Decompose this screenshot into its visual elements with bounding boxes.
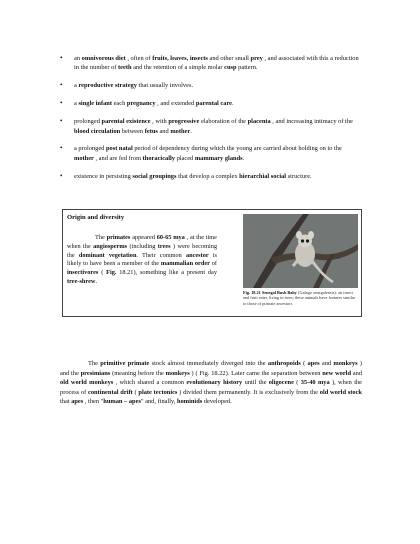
bold-term: teeth	[118, 64, 132, 72]
bold-term: blood circulation	[74, 127, 121, 135]
text-run: .	[232, 100, 234, 108]
bold-term: tree-shrew	[67, 277, 96, 285]
bold-term: insectivores	[67, 269, 99, 277]
text-run: elaboration of the	[199, 118, 248, 126]
bullet-dot: •	[60, 144, 63, 153]
bullet-item	[60, 81, 360, 90]
text-run: stock almost immediately diverged into the	[149, 360, 268, 367]
text-run: .	[95, 277, 98, 285]
text-run: , then "	[83, 398, 104, 406]
text-run: period of dependency during which the young are carried about holding on to the	[132, 145, 342, 153]
text-run: The	[88, 360, 101, 367]
bullet-dot: •	[60, 54, 63, 62]
bold-term: hierarchial social	[239, 172, 287, 180]
text-run: , with	[150, 118, 169, 126]
text-run: , and increasing intimacy of the	[270, 118, 353, 126]
text-run: (	[132, 388, 139, 396]
bold-term: oligocene	[268, 379, 294, 387]
bold-term: reproductive strategy	[78, 82, 137, 90]
bold-term: prey	[250, 55, 263, 62]
bold-term: placenta	[247, 118, 271, 126]
bush-baby-photo	[243, 214, 358, 288]
text-run: that usually involves.	[136, 82, 194, 90]
origin-diversity-box	[62, 209, 362, 317]
box-title: Origin and diversity	[67, 214, 125, 221]
text-run: pattern.	[236, 64, 258, 72]
bold-term: 35-40 mya	[300, 379, 330, 387]
bullet-item	[60, 99, 360, 108]
text-run: appeared	[130, 234, 157, 241]
text-run: a	[74, 82, 79, 90]
bold-term: mother	[74, 154, 94, 162]
bold-term: anthropoids	[267, 360, 301, 367]
text-run: , which shared a common	[113, 379, 187, 387]
bold-term: old world monkeys	[60, 379, 114, 387]
bold-term: trees	[157, 242, 171, 250]
text-run: The	[95, 234, 107, 241]
text-run: , and extended	[155, 100, 196, 108]
text-run: (	[300, 360, 308, 367]
text-run: .	[190, 127, 192, 135]
bullet-dot: •	[60, 171, 63, 180]
caption-text: (Galago senegalensis): an insect and fruit eater, living in trees; these animals have features similar to those of primate ancestors	[243, 290, 356, 306]
bold-term: primitive primate	[100, 360, 150, 367]
text-run: a	[74, 100, 79, 108]
bold-term: post natal	[105, 145, 133, 153]
text-run: an	[74, 55, 82, 62]
bold-term: fruits, leaves, insects	[152, 55, 208, 62]
bold-term: ancestor	[185, 251, 209, 259]
text-run: , at the time when the	[67, 234, 217, 250]
bullet-dot: •	[60, 81, 63, 90]
bold-term: presimians	[80, 369, 111, 377]
text-run: developed.	[202, 398, 232, 406]
figure-caption	[243, 290, 358, 306]
bold-term: pregnancy	[126, 100, 156, 108]
bold-term: 60-65 mya	[156, 234, 185, 241]
bullet-text	[74, 100, 234, 107]
bold-term: angiosperms	[93, 242, 128, 250]
bold-term: continental drift	[88, 388, 133, 396]
bold-term: monkeys	[333, 360, 358, 367]
text-run: 18.21), something like a present day	[116, 269, 217, 277]
bold-term: human – apes	[103, 398, 141, 406]
text-run: ) ( Fig. 18.22). Later came the separation between	[189, 369, 323, 377]
bullet-text	[74, 145, 342, 161]
text-run: a prolonged	[74, 145, 106, 153]
bullet-item	[60, 54, 360, 73]
bold-term: fetus	[144, 127, 158, 135]
text-run: (including	[127, 242, 158, 250]
text-run: that develop a complex	[176, 172, 240, 180]
bold-term: apes	[71, 398, 84, 406]
bold-term: mother	[170, 127, 191, 135]
text-run: of	[209, 260, 217, 268]
bold-term: parental existence	[101, 118, 151, 126]
text-run: and other small	[207, 55, 251, 62]
bush-baby-illustration	[243, 214, 358, 288]
bold-term: cusp	[224, 64, 237, 72]
bold-term: omnivorous diet	[81, 55, 126, 62]
bold-term: plate tectonics	[138, 388, 178, 396]
text-run: structure.	[286, 172, 312, 180]
text-run: prolonged	[74, 118, 102, 126]
bold-term: old world stock	[319, 388, 362, 396]
bullet-text	[74, 55, 359, 71]
bold-term: mammary glands	[194, 154, 243, 162]
text-run: existence in persisting	[74, 172, 133, 180]
bullet-text	[74, 173, 312, 180]
bold-term: apes	[307, 360, 320, 367]
text-run: between	[120, 127, 145, 135]
bullet-dot: •	[60, 99, 63, 108]
text-run: (meaning before the	[110, 369, 166, 377]
bold-term: dominant vegetation	[78, 251, 137, 259]
text-run: placed	[174, 154, 195, 162]
bold-term: hominids	[177, 398, 203, 406]
bullet-text	[74, 118, 353, 134]
bullet-item	[60, 144, 360, 163]
text-run: , often of	[125, 55, 153, 62]
text-run: and	[319, 360, 334, 367]
bold-term: monkeys	[165, 369, 190, 377]
text-run: that	[60, 398, 72, 406]
bold-term: Fig.	[106, 269, 117, 277]
text-run: , and associated with this a reduction in the number of	[74, 55, 359, 72]
text-run: (	[293, 379, 301, 387]
text-run: ) and the	[60, 360, 362, 377]
bullet-dot: •	[60, 117, 63, 126]
text-run: . Their common	[136, 251, 186, 259]
text-run: each	[112, 100, 127, 108]
bullet-item	[60, 172, 360, 181]
text-run: is likely to have been a member of the	[67, 251, 217, 268]
text-run: ) divided them permanently. It is exclusively from the	[177, 388, 320, 396]
text-run: and	[351, 369, 362, 377]
caption-label: Fig. 18.21 Senegal Bush Baby	[243, 290, 297, 295]
bold-term: thoracically	[142, 154, 175, 162]
bold-term: new world	[322, 369, 351, 377]
bold-term: social groupings	[132, 172, 177, 180]
bold-term: single infant	[78, 100, 112, 108]
box-paragraph	[67, 234, 217, 287]
text-run: (	[98, 269, 107, 277]
text-run: ), when the process of	[60, 379, 363, 396]
text-run: " and, finally,	[140, 398, 178, 406]
text-run: and the retention of a simple molar	[131, 64, 225, 72]
bold-term: evolutionary history	[186, 379, 243, 387]
text-run: and	[157, 127, 171, 135]
text-run: , and are fed from	[93, 154, 143, 162]
bold-term: progressive	[168, 118, 200, 126]
bullet-item	[60, 117, 360, 136]
bullet-text	[74, 82, 193, 89]
closing-paragraph	[60, 359, 362, 407]
bold-term: parental care	[195, 100, 233, 108]
trait-bullet-list	[60, 54, 360, 190]
text-run: until the	[242, 379, 269, 387]
bold-term: primates	[106, 234, 131, 241]
bold-term: mammalian order	[160, 260, 210, 268]
text-run: .	[242, 154, 245, 162]
text-run: ) were becoming the	[67, 242, 218, 259]
